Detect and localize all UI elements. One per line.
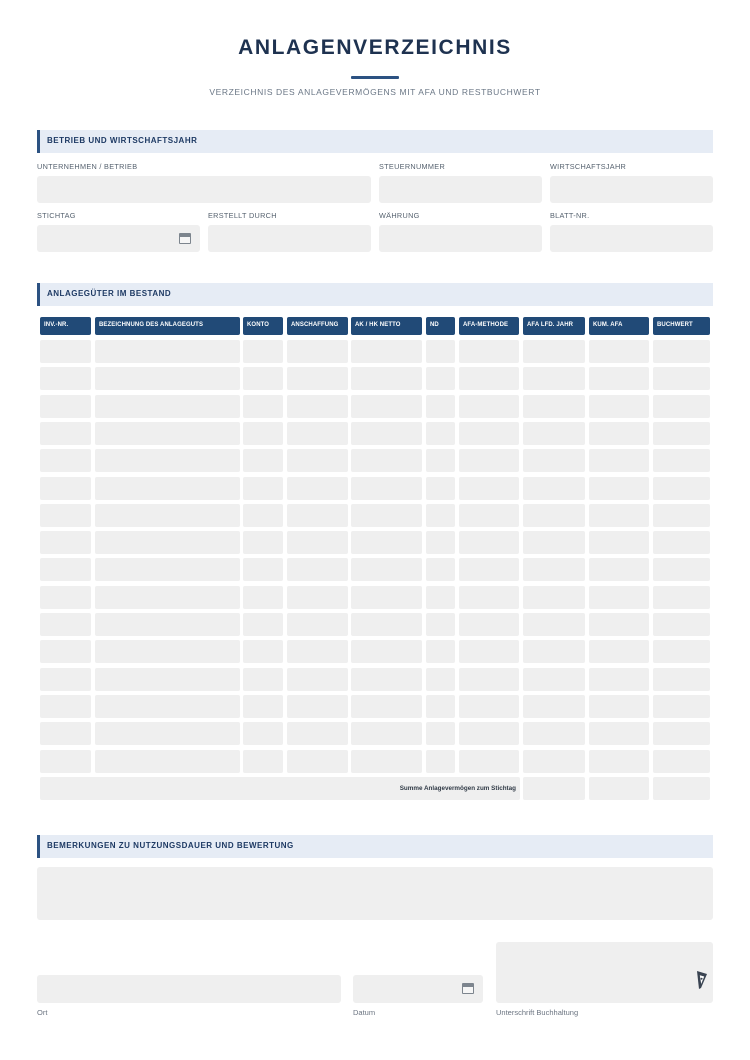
table-cell[interactable] <box>40 395 91 418</box>
table-cell[interactable] <box>40 668 91 691</box>
ort-field[interactable] <box>37 975 341 1003</box>
table-cell[interactable] <box>589 558 649 581</box>
section-header-bemerkungen <box>37 835 713 858</box>
table-cell[interactable] <box>426 668 455 691</box>
table-cell[interactable] <box>287 531 348 554</box>
table-cell[interactable] <box>459 722 519 745</box>
table-cell[interactable] <box>243 504 283 527</box>
table-cell[interactable] <box>523 668 585 691</box>
table-cell[interactable] <box>653 531 710 554</box>
table-cell[interactable] <box>589 477 649 500</box>
table-cell[interactable] <box>243 668 283 691</box>
table-cell[interactable] <box>459 477 519 500</box>
table-cell[interactable] <box>589 449 649 472</box>
column-header: ANSCHAFFUNG <box>287 317 348 335</box>
table-cell[interactable] <box>351 477 422 500</box>
table-cell[interactable] <box>95 722 240 745</box>
table-cell[interactable] <box>523 722 585 745</box>
table-cell[interactable] <box>351 722 422 745</box>
table-cell[interactable] <box>459 586 519 609</box>
table-cell[interactable] <box>351 695 422 718</box>
table-cell[interactable] <box>426 722 455 745</box>
pen-icon <box>695 970 709 990</box>
table-cell[interactable] <box>653 504 710 527</box>
table-cell[interactable] <box>243 477 283 500</box>
title-underline <box>351 76 399 79</box>
table-cell[interactable] <box>40 449 91 472</box>
bemerkungen-textarea[interactable] <box>37 867 713 920</box>
table-cell[interactable] <box>653 722 710 745</box>
table-cell[interactable] <box>523 695 585 718</box>
table-cell[interactable] <box>523 613 585 636</box>
table-cell[interactable] <box>243 395 283 418</box>
stichtag-label: STICHTAG <box>37 211 76 220</box>
table-cell[interactable] <box>351 668 422 691</box>
table-cell[interactable] <box>40 504 91 527</box>
table-cell[interactable] <box>243 558 283 581</box>
table-cell[interactable] <box>459 613 519 636</box>
table-cell[interactable] <box>426 504 455 527</box>
table-cell[interactable] <box>589 422 649 445</box>
table-cell[interactable] <box>95 367 240 390</box>
table-cell[interactable] <box>459 449 519 472</box>
unternehmen-label: UNTERNEHMEN / BETRIEB <box>37 162 138 171</box>
table-cell[interactable] <box>589 504 649 527</box>
wirtschaftsjahr-field[interactable] <box>550 176 713 203</box>
table-cell[interactable] <box>351 640 422 663</box>
table-cell[interactable] <box>243 449 283 472</box>
table-cell[interactable] <box>459 340 519 363</box>
section-header-betrieb <box>37 130 713 153</box>
table-cell[interactable] <box>523 395 585 418</box>
table-cell[interactable] <box>40 422 91 445</box>
table-cell[interactable] <box>351 558 422 581</box>
table-cell[interactable] <box>426 340 455 363</box>
table-cell[interactable] <box>589 340 649 363</box>
table-cell[interactable] <box>351 422 422 445</box>
table-cell[interactable] <box>459 695 519 718</box>
table-cell[interactable] <box>426 449 455 472</box>
sum-label: Summe Anlagevermögen zum Stichtag <box>399 785 516 792</box>
table-cell[interactable] <box>243 367 283 390</box>
table-cell[interactable] <box>287 613 348 636</box>
table-cell[interactable] <box>426 750 455 773</box>
sum-cell[interactable] <box>523 777 585 800</box>
table-cell[interactable] <box>95 668 240 691</box>
unterschrift-label: Unterschrift Buchhaltung <box>496 1008 579 1017</box>
blatt-nr-label: BLATT-NR. <box>550 211 590 220</box>
table-cell[interactable] <box>351 340 422 363</box>
table-cell[interactable] <box>287 367 348 390</box>
table-cell[interactable] <box>459 558 519 581</box>
table-cell[interactable] <box>40 340 91 363</box>
table-cell[interactable] <box>523 531 585 554</box>
table-cell[interactable] <box>287 668 348 691</box>
erstellt-durch-label: ERSTELLT DURCH <box>208 211 277 220</box>
table-cell[interactable] <box>287 395 348 418</box>
table-cell[interactable] <box>523 640 585 663</box>
table-cell[interactable] <box>95 504 240 527</box>
column-header: AFA-METHODE <box>459 317 519 335</box>
table-cell[interactable] <box>589 695 649 718</box>
table-cell[interactable] <box>243 422 283 445</box>
table-cell[interactable] <box>653 395 710 418</box>
table-cell[interactable] <box>351 531 422 554</box>
table-cell[interactable] <box>95 422 240 445</box>
table-cell[interactable] <box>523 367 585 390</box>
table-cell[interactable] <box>426 613 455 636</box>
table-cell[interactable] <box>426 640 455 663</box>
table-cell[interactable] <box>589 668 649 691</box>
table-cell[interactable] <box>351 613 422 636</box>
table-cell[interactable] <box>426 422 455 445</box>
table-cell[interactable] <box>459 504 519 527</box>
table-cell[interactable] <box>523 477 585 500</box>
page-title: ANLAGENVERZEICHNIS <box>238 36 512 59</box>
section-title-betrieb: BETRIEB UND WIRTSCHAFTSJAHR <box>47 136 198 145</box>
table-cell[interactable] <box>95 695 240 718</box>
ort-label: Ort <box>37 1008 48 1017</box>
section-title-bestand: ANLAGEGÜTER IM BESTAND <box>47 289 172 298</box>
table-cell[interactable] <box>287 449 348 472</box>
table-cell[interactable] <box>243 613 283 636</box>
table-cell[interactable] <box>426 695 455 718</box>
page-subtitle: VERZEICHNIS DES ANLAGEVERMÖGENS MIT AFA UND RESTBUCHWERT <box>209 87 541 97</box>
table-cell[interactable] <box>589 367 649 390</box>
table-cell[interactable] <box>287 558 348 581</box>
table-cell[interactable] <box>653 695 710 718</box>
table-cell[interactable] <box>243 722 283 745</box>
column-header: BEZEICHNUNG DES ANLAGEGUTS <box>95 317 240 335</box>
table-cell[interactable] <box>653 477 710 500</box>
table-cell[interactable] <box>459 640 519 663</box>
table-cell[interactable] <box>40 558 91 581</box>
table-cell[interactable] <box>95 340 240 363</box>
table-cell[interactable] <box>243 531 283 554</box>
table-cell[interactable] <box>426 367 455 390</box>
table-cell[interactable] <box>653 558 710 581</box>
table-cell[interactable] <box>589 586 649 609</box>
table-cell[interactable] <box>95 586 240 609</box>
table-cell[interactable] <box>95 750 240 773</box>
table-cell[interactable] <box>589 722 649 745</box>
table-cell[interactable] <box>523 504 585 527</box>
table-cell[interactable] <box>523 449 585 472</box>
table-cell[interactable] <box>426 477 455 500</box>
sum-cell[interactable] <box>653 777 710 800</box>
table-cell[interactable] <box>40 613 91 636</box>
table-cell[interactable] <box>653 668 710 691</box>
table-cell[interactable] <box>287 477 348 500</box>
table-cell[interactable] <box>426 558 455 581</box>
table-cell[interactable] <box>351 367 422 390</box>
table-cell[interactable] <box>40 695 91 718</box>
table-cell[interactable] <box>287 695 348 718</box>
table-cell[interactable] <box>287 340 348 363</box>
table-cell[interactable] <box>523 340 585 363</box>
table-cell[interactable] <box>95 395 240 418</box>
column-header: KONTO <box>243 317 283 335</box>
table-cell[interactable] <box>40 722 91 745</box>
section-title-bemerkungen: BEMERKUNGEN ZU NUTZUNGSDAUER UND BEWERTUNG <box>47 841 294 850</box>
table-cell[interactable] <box>459 367 519 390</box>
column-header: AK / HK NETTO <box>351 317 422 335</box>
table-cell[interactable] <box>459 750 519 773</box>
table-cell[interactable] <box>243 640 283 663</box>
table-cell[interactable] <box>653 422 710 445</box>
table-cell[interactable] <box>589 531 649 554</box>
wirtschaftsjahr-label: WIRTSCHAFTSJAHR <box>550 162 627 171</box>
table-cell[interactable] <box>589 640 649 663</box>
calendar-icon[interactable] <box>179 233 191 244</box>
table-cell[interactable] <box>40 586 91 609</box>
table-cell[interactable] <box>653 613 710 636</box>
sum-row-label-cell <box>40 777 520 800</box>
table-cell[interactable] <box>40 640 91 663</box>
table-cell[interactable] <box>459 395 519 418</box>
table-cell[interactable] <box>95 449 240 472</box>
table-cell[interactable] <box>287 504 348 527</box>
table-cell[interactable] <box>589 395 649 418</box>
table-cell[interactable] <box>459 422 519 445</box>
table-cell[interactable] <box>653 367 710 390</box>
table-cell[interactable] <box>40 477 91 500</box>
section-header-bestand <box>37 283 713 306</box>
table-cell[interactable] <box>95 640 240 663</box>
table-cell[interactable] <box>653 340 710 363</box>
table-cell[interactable] <box>426 531 455 554</box>
table-cell[interactable] <box>523 558 585 581</box>
table-cell[interactable] <box>40 750 91 773</box>
table-cell[interactable] <box>243 695 283 718</box>
table-cell[interactable] <box>523 422 585 445</box>
table-cell[interactable] <box>287 722 348 745</box>
table-cell[interactable] <box>653 586 710 609</box>
datum-label: Datum <box>353 1008 376 1017</box>
table-cell[interactable] <box>351 504 422 527</box>
table-cell[interactable] <box>95 477 240 500</box>
table-cell[interactable] <box>351 586 422 609</box>
erstellt-durch-field[interactable] <box>208 225 371 252</box>
waehrung-field[interactable] <box>379 225 542 252</box>
table-cell[interactable] <box>351 395 422 418</box>
table-cell[interactable] <box>243 340 283 363</box>
table-cell[interactable] <box>95 531 240 554</box>
table-cell[interactable] <box>95 613 240 636</box>
datum-date-field[interactable] <box>353 975 483 1003</box>
signature-field[interactable] <box>496 942 713 1003</box>
table-cell[interactable] <box>95 558 240 581</box>
table-cell[interactable] <box>426 395 455 418</box>
column-header: AFA LFD. JAHR <box>523 317 585 335</box>
column-header: KUM. AFA <box>589 317 649 335</box>
table-cell[interactable] <box>589 613 649 636</box>
unternehmen-field[interactable] <box>37 176 371 203</box>
table-cell[interactable] <box>243 750 283 773</box>
steuernummer-field[interactable] <box>379 176 542 203</box>
table-cell[interactable] <box>351 750 422 773</box>
stichtag-date-field[interactable] <box>37 225 200 252</box>
table-cell[interactable] <box>589 750 649 773</box>
table-cell[interactable] <box>40 531 91 554</box>
table-cell[interactable] <box>351 449 422 472</box>
table-cell[interactable] <box>653 640 710 663</box>
waehrung-label: WÄHRUNG <box>379 211 420 220</box>
table-cell[interactable] <box>426 586 455 609</box>
table-cell[interactable] <box>653 449 710 472</box>
table-cell[interactable] <box>653 750 710 773</box>
table-cell[interactable] <box>459 531 519 554</box>
table-cell[interactable] <box>287 640 348 663</box>
steuernummer-label: STEUERNUMMER <box>379 162 446 171</box>
blatt-nr-field[interactable] <box>550 225 713 252</box>
column-header: BUCHWERT <box>653 317 710 335</box>
column-header: ND <box>426 317 455 335</box>
table-cell[interactable] <box>523 750 585 773</box>
table-cell[interactable] <box>523 586 585 609</box>
sum-cell[interactable] <box>589 777 649 800</box>
table-cell[interactable] <box>287 750 348 773</box>
table-cell[interactable] <box>459 668 519 691</box>
table-cell[interactable] <box>40 367 91 390</box>
calendar-icon[interactable] <box>462 983 474 994</box>
table-cell[interactable] <box>287 586 348 609</box>
table-cell[interactable] <box>243 586 283 609</box>
column-header: INV.-NR. <box>40 317 91 335</box>
table-cell[interactable] <box>287 422 348 445</box>
